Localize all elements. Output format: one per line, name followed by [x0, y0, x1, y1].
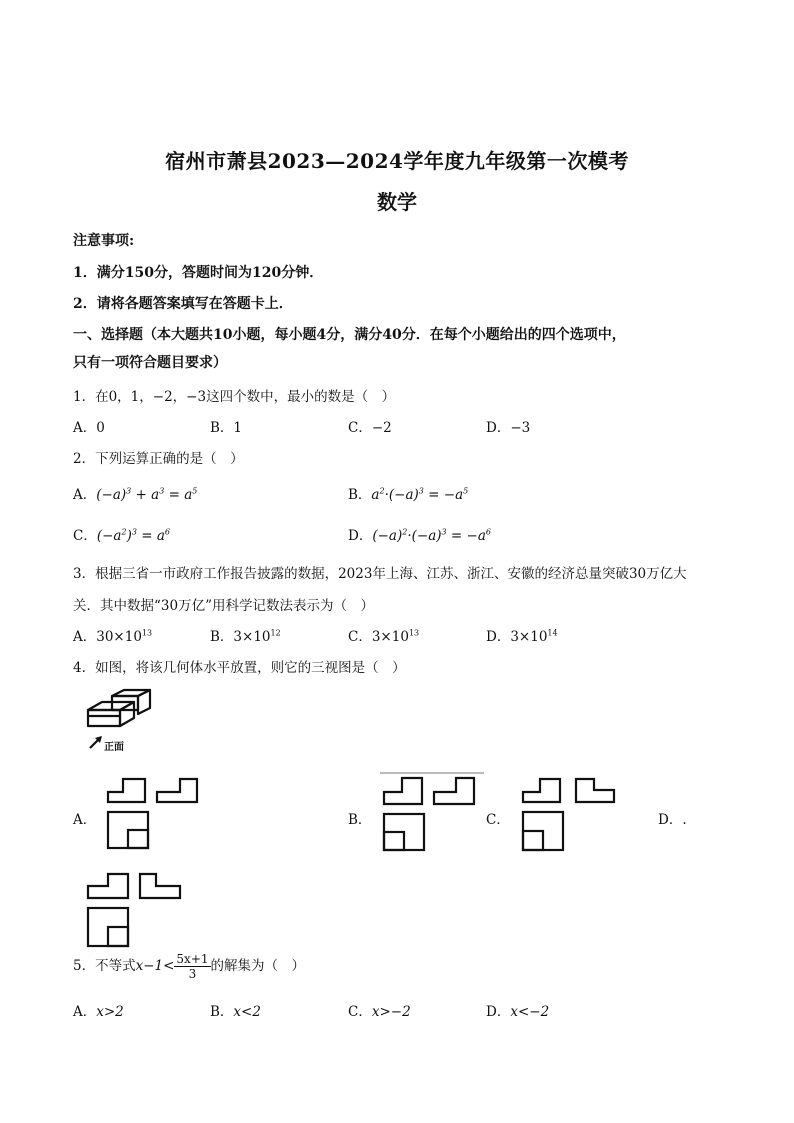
section-heading-line1: 一、选择题（本大题共10小题，每小题4分，满分40分．在每个小题给出的四个选项中， [73, 327, 626, 343]
question-1-option-c: C．−2 [348, 420, 392, 436]
option-b-label: B． [348, 487, 372, 503]
question-2-option-d: D．$(-a)^2\cdot(-a)^3 = -a^6$ [348, 527, 491, 544]
option-c-label: C． [348, 1004, 372, 1020]
question-5-option-d: D．x<−2 [486, 1004, 550, 1020]
option-d-label: D． [486, 629, 511, 645]
front-label: 正面 [104, 742, 124, 753]
question-5-option-a: A．x>2 [73, 1004, 124, 1020]
question-4-option-a-figure [105, 776, 201, 850]
option-d-label: D． [486, 1004, 511, 1020]
question-4-option-b-figure [380, 772, 486, 852]
question-4-stem: 4．如图，将该几何体水平放置，则它的三视图是（ ） [73, 660, 406, 676]
question-5-stem-suffix: 的解集为（ ） [210, 958, 306, 974]
option-a-label: A． [73, 1004, 97, 1020]
question-5-option-b: B．x<2 [210, 1004, 261, 1020]
option-a-label: A． [73, 487, 97, 503]
option-c-label: C． [348, 629, 372, 645]
notice-item-2: 2．请将各题答案填写在答题卡上． [73, 296, 293, 312]
question-5-option-c: C．x>−2 [348, 1004, 411, 1020]
question-4-option-c-figure [520, 776, 620, 852]
question-5-stem: 5．不等式x−1< $\frac{5x+1}{3}$ 的解集为（ ） [73, 952, 306, 981]
subject-title: 数学 [377, 190, 417, 214]
option-b-label: B． [210, 1004, 234, 1020]
question-4-option-b-label: B． [348, 812, 372, 828]
option-c-label: C． [73, 528, 97, 544]
question-3-option-c: C．$3\times 10^{13}$ [348, 628, 420, 645]
question-2-option-c: C．$(-a^2)^3 = a^6$ [73, 527, 170, 544]
notice-heading: 注意事项: [73, 233, 135, 249]
question-3-stem-line2: 关．其中数据“30万亿”用科学记数法表示为（ ） [73, 598, 374, 614]
question-4-option-d-figure [84, 870, 184, 948]
question-2-option-a: A．$(-a)^3 + a^3 = a^5$ [73, 486, 198, 503]
question-2-option-b: B．$a^2\cdot(-a)^3 = -a^5$ [348, 486, 469, 503]
section-heading-line2: 只有一项符合题目要求） [73, 355, 227, 371]
notice-item-1: 1．满分150分，答题时间为120分钟． [73, 265, 324, 281]
page-title: 宿州市萧县2023—2024学年度九年级第一次模考 [165, 149, 629, 173]
question-2-stem: 2．下列运算正确的是（ ） [73, 451, 244, 467]
question-3-stem-line1: 3．根据三省一市政府工作报告披露的数据，2023年上海、江苏、浙江、安徽的经济总量突破30万亿大 [73, 566, 687, 582]
question-4-option-a-label: A． [73, 812, 97, 828]
question-1-stem: 1．在0，1，−2，−3这四个数中，最小的数是（ ） [73, 389, 396, 405]
question-1-option-a: A．0 [73, 420, 105, 436]
question-3-option-d: D．$3\times 10^{14}$ [486, 628, 558, 645]
question-5-stem-prefix: 5．不等式 [73, 958, 136, 974]
question-1-option-d: D．−3 [486, 420, 531, 436]
question-1-option-b: B．1 [210, 420, 243, 436]
question-3-option-a: A．$30\times 10^{13}$ [73, 628, 153, 645]
question-4-option-d-label: D．. [658, 812, 687, 828]
fraction: $\frac{5x+1}{3}$ [176, 952, 209, 981]
question-3-option-b: B．$3\times 10^{12}$ [210, 628, 281, 645]
solid-figure [84, 686, 164, 752]
option-d-label: D． [348, 528, 373, 544]
option-b-label: B． [210, 629, 234, 645]
question-4-option-c-label: C． [486, 812, 510, 828]
option-a-label: A． [73, 629, 97, 645]
